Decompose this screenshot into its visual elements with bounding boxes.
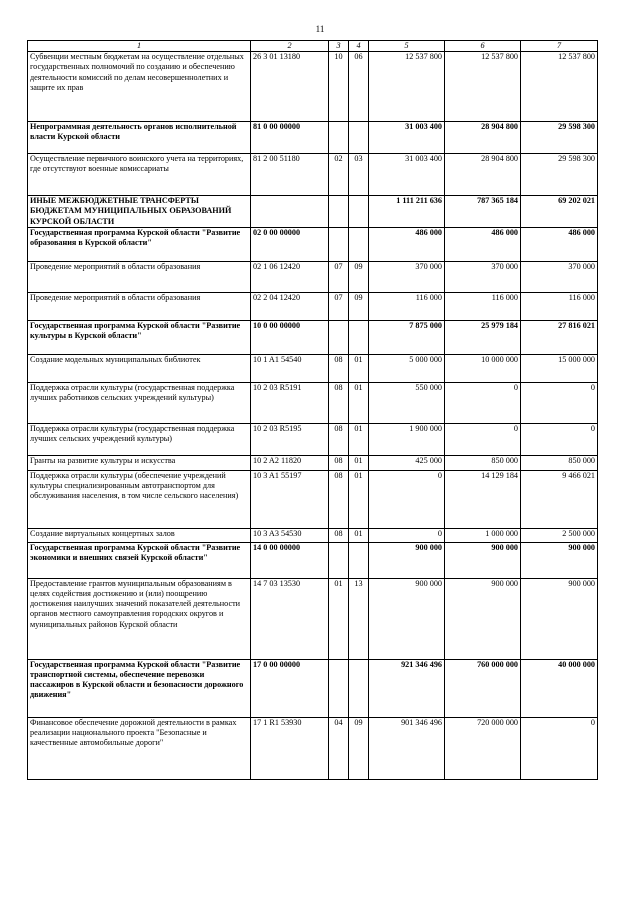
row-name: Государственная программа Курской области "Развитие культуры в Курской области": [28, 320, 251, 354]
row-value-6: 720 000 000: [445, 717, 521, 779]
row-code: 10 3 A3 54530: [251, 528, 329, 542]
row-code: 17 0 00 00000: [251, 659, 329, 717]
col-header-2: 2: [251, 41, 329, 52]
row-subsection: 01: [349, 455, 369, 470]
row-name: Осуществление первичного воинского учета на территориях, где отсутствуют военные комиссариаты: [28, 154, 251, 196]
row-section: 07: [329, 261, 349, 292]
table-row: [28, 578, 598, 659]
row-code: 10 2 03 R5195: [251, 423, 329, 455]
row-section: [329, 542, 349, 578]
row-value-5: 900 000: [369, 542, 445, 578]
row-name: Финансовое обеспечение дорожной деятельности в рамках реализации национального проекта "Безопасные и качественные автомобильные дороги": [28, 717, 251, 779]
table-row: [28, 455, 598, 470]
row-value-6: 28 904 800: [445, 122, 521, 154]
row-code: 81 2 00 51180: [251, 154, 329, 196]
row-name: Государственная программа Курской области "Развитие экономики и внешних связей Курской области": [28, 542, 251, 578]
row-value-7: 0: [521, 382, 598, 423]
row-value-6: 10 000 000: [445, 354, 521, 382]
row-value-7: 850 000: [521, 455, 598, 470]
table-row: [28, 52, 598, 122]
row-value-6: 12 537 800: [445, 52, 521, 122]
row-value-5: 7 875 000: [369, 320, 445, 354]
table-row: [28, 354, 598, 382]
col-header-6: 6: [445, 41, 521, 52]
row-code: 10 2 A2 11820: [251, 455, 329, 470]
table-row: [28, 528, 598, 542]
row-section: 02: [329, 154, 349, 196]
row-value-6: 1 000 000: [445, 528, 521, 542]
table-row: [28, 154, 598, 196]
row-code: 02 1 06 12420: [251, 261, 329, 292]
row-code: 10 3 A1 55197: [251, 470, 329, 528]
row-value-7: 29 598 300: [521, 154, 598, 196]
table-row: [28, 470, 598, 528]
row-subsection: [349, 659, 369, 717]
row-code: 02 0 00 00000: [251, 227, 329, 261]
row-value-7: 27 816 021: [521, 320, 598, 354]
table-row: [28, 717, 598, 779]
table-body: [28, 52, 598, 780]
row-code: 10 1 A1 54540: [251, 354, 329, 382]
row-value-7: 370 000: [521, 261, 598, 292]
row-value-5: 1 900 000: [369, 423, 445, 455]
row-value-5: 901 346 496: [369, 717, 445, 779]
row-section: 08: [329, 354, 349, 382]
row-section: 01: [329, 578, 349, 659]
row-name: Поддержка отрасли культуры (государственная поддержка лучших сельских учреждений культуры): [28, 423, 251, 455]
row-value-7: 9 466 021: [521, 470, 598, 528]
row-section: [329, 659, 349, 717]
row-code: [251, 196, 329, 228]
row-value-6: 900 000: [445, 578, 521, 659]
table-row: [28, 292, 598, 320]
row-name: Субвенции местным бюджетам на осуществление отдельных государственных полномочий по созданию и обеспечению деятельности комиссий по делам несовершеннолетних и защите их прав: [28, 52, 251, 122]
row-value-6: 0: [445, 382, 521, 423]
row-code: 17 1 R1 53930: [251, 717, 329, 779]
row-code: 26 3 01 13180: [251, 52, 329, 122]
row-value-6: 900 000: [445, 542, 521, 578]
row-code: 02 2 04 12420: [251, 292, 329, 320]
row-value-7: 900 000: [521, 542, 598, 578]
row-name: Проведение мероприятий в области образования: [28, 261, 251, 292]
row-value-6: 370 000: [445, 261, 521, 292]
row-value-5: 425 000: [369, 455, 445, 470]
row-value-6: 850 000: [445, 455, 521, 470]
row-value-7: 40 000 000: [521, 659, 598, 717]
row-subsection: [349, 320, 369, 354]
row-value-7: 29 598 300: [521, 122, 598, 154]
row-section: [329, 122, 349, 154]
row-value-5: 116 000: [369, 292, 445, 320]
row-value-7: 2 500 000: [521, 528, 598, 542]
col-header-5: 5: [369, 41, 445, 52]
row-subsection: 01: [349, 354, 369, 382]
row-name: Создание виртуальных концертных залов: [28, 528, 251, 542]
row-code: 81 0 00 00000: [251, 122, 329, 154]
row-value-6: 760 000 000: [445, 659, 521, 717]
table-row: [28, 423, 598, 455]
row-value-7: 0: [521, 423, 598, 455]
row-name: Государственная программа Курской области "Развитие транспортной системы, обеспечение перевозки пассажиров в Курской области и безопасности дорожного движения": [28, 659, 251, 717]
row-value-7: 900 000: [521, 578, 598, 659]
row-section: 08: [329, 382, 349, 423]
table-row: [28, 122, 598, 154]
row-value-6: 25 979 184: [445, 320, 521, 354]
row-subsection: 01: [349, 423, 369, 455]
row-section: [329, 196, 349, 228]
row-section: [329, 320, 349, 354]
table-row: [28, 659, 598, 717]
row-code: 10 2 03 R5191: [251, 382, 329, 423]
row-subsection: 03: [349, 154, 369, 196]
row-value-5: 0: [369, 528, 445, 542]
row-value-7: 15 000 000: [521, 354, 598, 382]
row-value-6: 28 904 800: [445, 154, 521, 196]
row-name: Проведение мероприятий в области образования: [28, 292, 251, 320]
row-name: ИНЫЕ МЕЖБЮДЖЕТНЫЕ ТРАНСФЕРТЫ БЮДЖЕТАМ МУНИЦИПАЛЬНЫХ ОБРАЗОВАНИЙ КУРСКОЙ ОБЛАСТИ: [28, 196, 251, 228]
row-value-5: 370 000: [369, 261, 445, 292]
row-value-7: 0: [521, 717, 598, 779]
row-subsection: 06: [349, 52, 369, 122]
row-section: 07: [329, 292, 349, 320]
row-subsection: [349, 542, 369, 578]
row-code: 14 0 00 00000: [251, 542, 329, 578]
row-subsection: 09: [349, 292, 369, 320]
row-value-7: 12 537 800: [521, 52, 598, 122]
row-section: 10: [329, 52, 349, 122]
row-section: 04: [329, 717, 349, 779]
table-row: [28, 382, 598, 423]
header-row: [28, 41, 598, 52]
row-subsection: 09: [349, 717, 369, 779]
row-name: Государственная программа Курской области "Развитие образования в Курской области": [28, 227, 251, 261]
table-row: [28, 542, 598, 578]
row-code: 14 7 03 13530: [251, 578, 329, 659]
row-subsection: [349, 122, 369, 154]
row-name: Создание модельных муниципальных библиотек: [28, 354, 251, 382]
row-name: Поддержка отрасли культуры (обеспечение учреждений культуры специализированным автотранспортом для обслуживания населения, в том числе сельского населения): [28, 470, 251, 528]
col-header-7: 7: [521, 41, 598, 52]
row-value-5: 31 003 400: [369, 154, 445, 196]
row-value-7: 69 202 021: [521, 196, 598, 228]
row-section: 08: [329, 470, 349, 528]
row-value-6: 116 000: [445, 292, 521, 320]
row-subsection: [349, 196, 369, 228]
row-subsection: [349, 227, 369, 261]
row-name: Гранты на развитие культуры и искусства: [28, 455, 251, 470]
col-header-4: 4: [349, 41, 369, 52]
row-value-5: 900 000: [369, 578, 445, 659]
row-name: Поддержка отрасли культуры (государственная поддержка лучших работников сельских учреждений культуры): [28, 382, 251, 423]
row-value-6: 14 129 184: [445, 470, 521, 528]
row-section: 08: [329, 455, 349, 470]
row-value-5: 486 000: [369, 227, 445, 261]
row-name: Предоставление грантов муниципальным образованиям в целях содействия достижению и (или) поощрению достижения наилучших значений показателей деятельности органов местного самоуправления городских округов и муниципальных районов Курской области: [28, 578, 251, 659]
row-section: 08: [329, 423, 349, 455]
row-value-5: 31 003 400: [369, 122, 445, 154]
row-subsection: 13: [349, 578, 369, 659]
row-code: 10 0 00 00000: [251, 320, 329, 354]
row-value-7: 116 000: [521, 292, 598, 320]
table-row: [28, 196, 598, 228]
row-subsection: 09: [349, 261, 369, 292]
row-name: Непрограммная деятельность органов исполнительной власти Курской области: [28, 122, 251, 154]
row-value-6: 0: [445, 423, 521, 455]
row-subsection: 01: [349, 470, 369, 528]
row-section: 08: [329, 528, 349, 542]
row-value-5: 550 000: [369, 382, 445, 423]
col-header-3: 3: [329, 41, 349, 52]
row-subsection: 01: [349, 382, 369, 423]
row-value-5: 12 537 800: [369, 52, 445, 122]
table-row: [28, 261, 598, 292]
col-header-1: 1: [28, 41, 251, 52]
row-value-6: 787 365 184: [445, 196, 521, 228]
row-value-5: 921 346 496: [369, 659, 445, 717]
budget-table: [27, 40, 598, 780]
table-row: [28, 320, 598, 354]
row-value-5: 5 000 000: [369, 354, 445, 382]
table-row: [28, 227, 598, 261]
page-number: 11: [315, 24, 325, 34]
row-value-7: 486 000: [521, 227, 598, 261]
row-subsection: 01: [349, 528, 369, 542]
row-value-5: 1 111 211 636: [369, 196, 445, 228]
row-value-6: 486 000: [445, 227, 521, 261]
row-section: [329, 227, 349, 261]
row-value-5: 0: [369, 470, 445, 528]
